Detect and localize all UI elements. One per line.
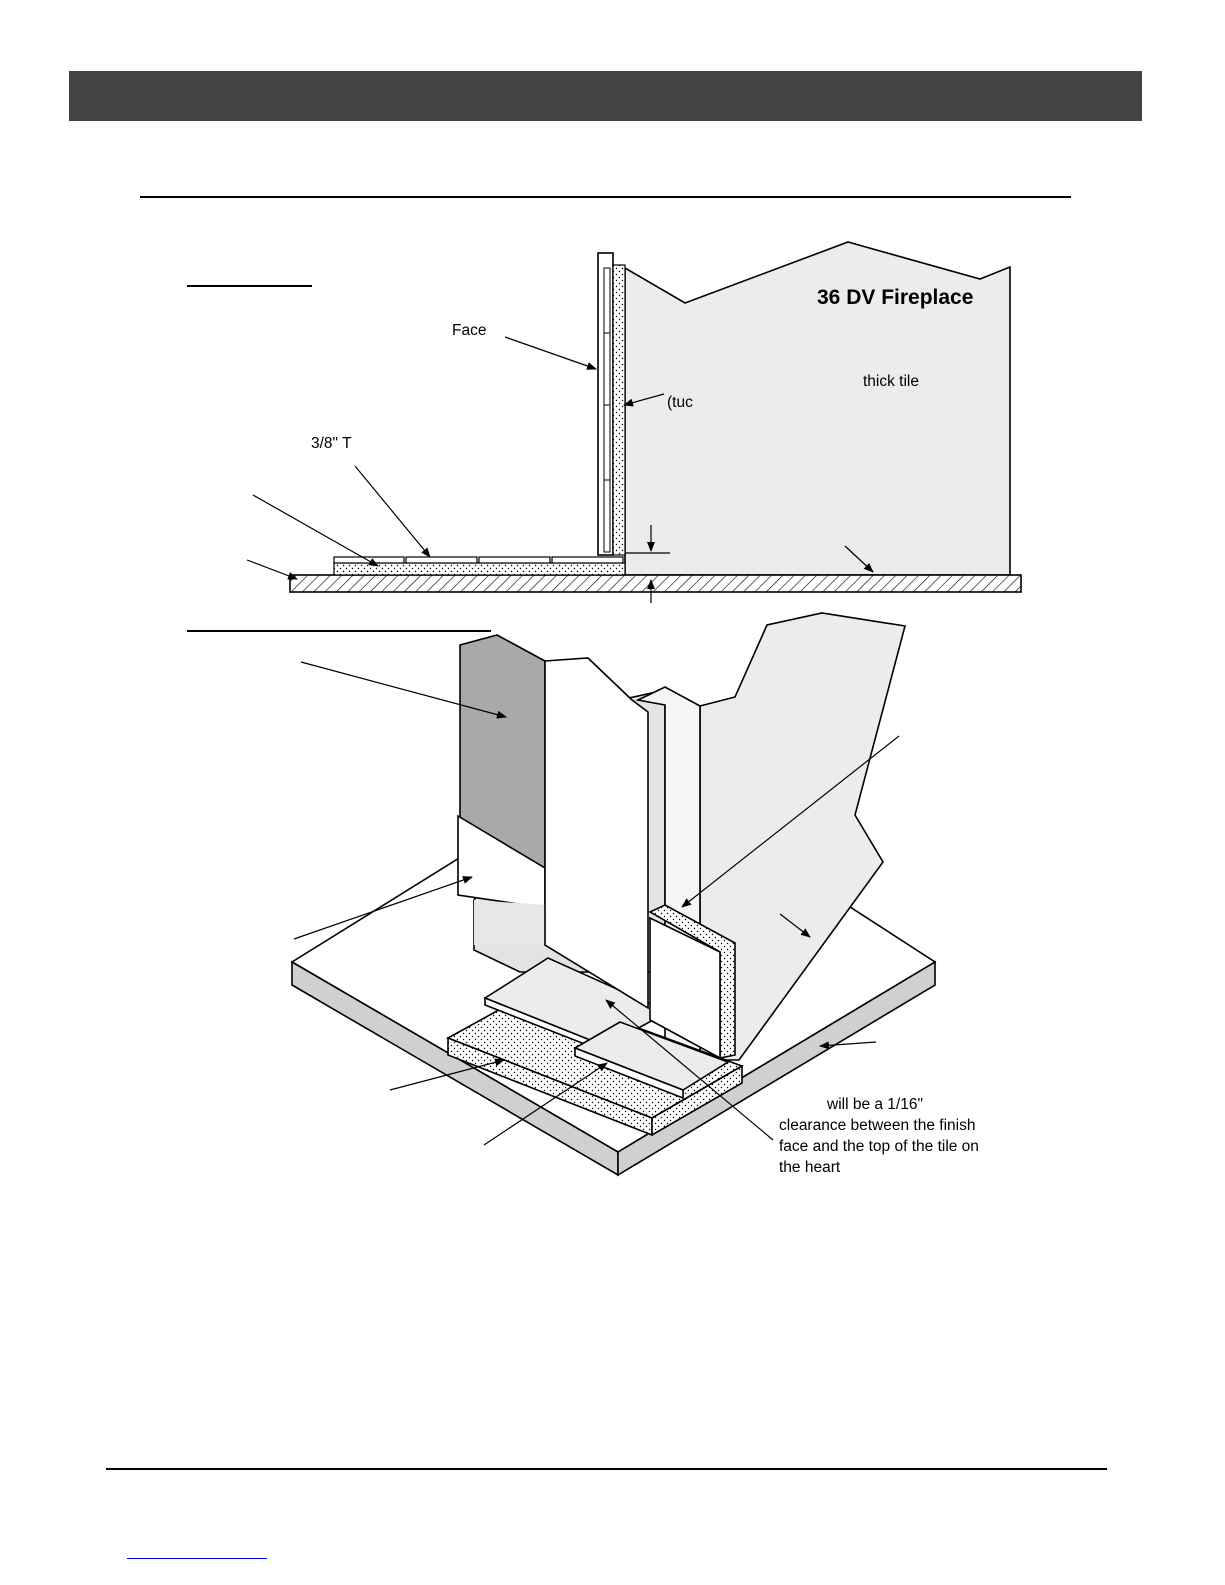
diagram-title: 36 DV Fireplace	[817, 286, 974, 309]
clearance-note-line: clearance between the finish	[779, 1117, 976, 1134]
tile-thickness-label: 3/8" T	[311, 435, 352, 452]
face-label: Face	[452, 322, 487, 339]
tile-3	[479, 557, 550, 563]
footer-link-underline[interactable]	[127, 1558, 267, 1559]
isometric-view	[187, 613, 935, 1175]
tile-4	[552, 557, 623, 563]
tuck-label: (tuc	[667, 394, 693, 411]
clearance-note-line: face and the top of the tile on	[779, 1138, 979, 1155]
tile-2	[406, 557, 477, 563]
insulation-strip	[613, 265, 625, 555]
clearance-note-line: will be a 1/16"	[827, 1096, 923, 1113]
tile-base	[334, 563, 625, 575]
clearance-note	[779, 1094, 979, 1178]
clearance-note-line: the heart	[779, 1159, 841, 1176]
floor-hatched	[290, 575, 1021, 592]
tile-1	[334, 557, 404, 563]
thick-tile-label: thick tile	[863, 373, 919, 390]
